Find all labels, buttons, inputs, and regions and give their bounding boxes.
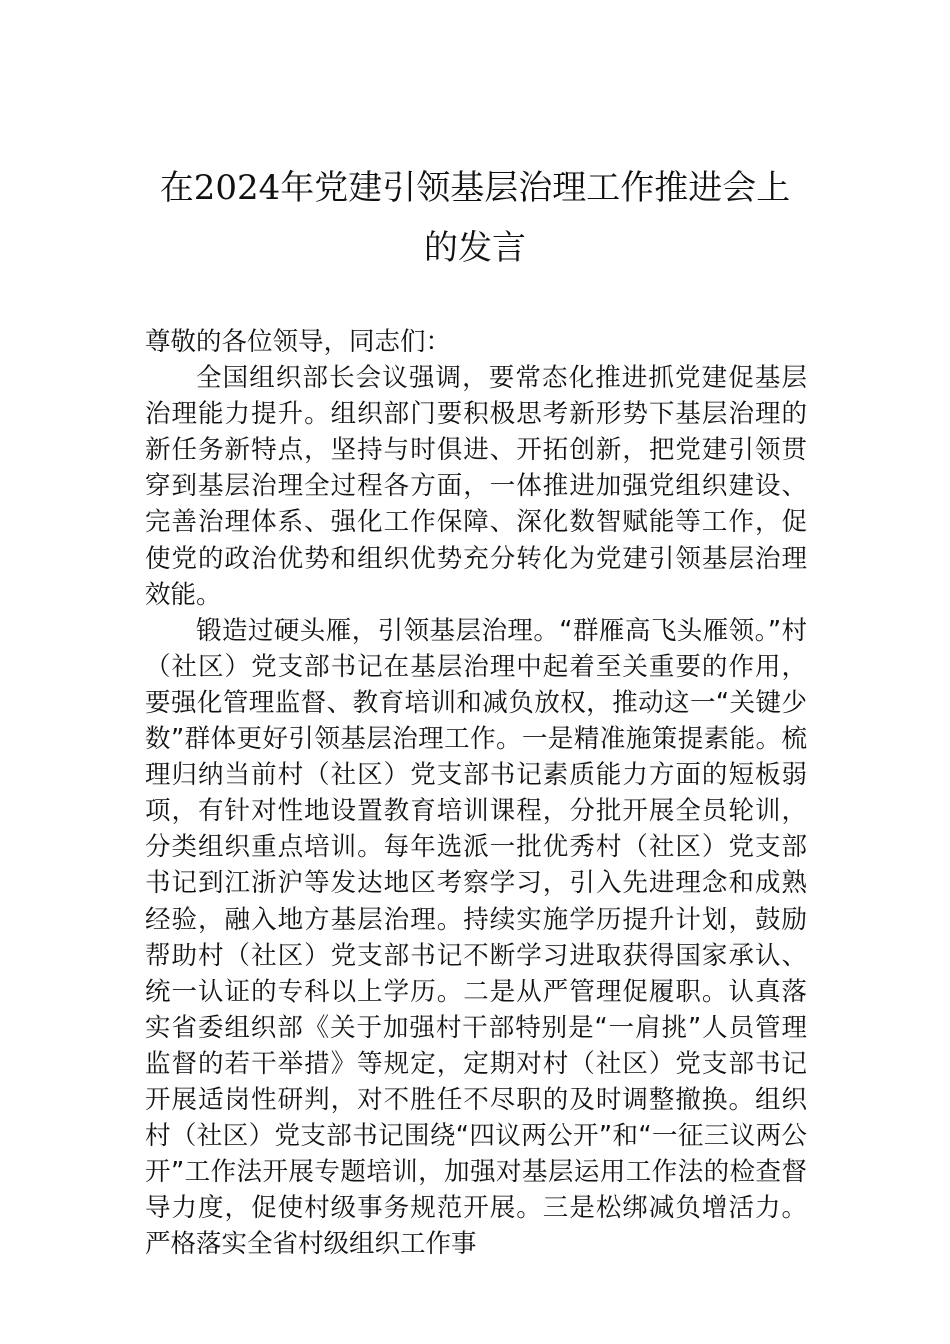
document-body [145,324,807,1262]
title-line-1: 在2024年党建引领基层治理工作推进会上 [159,168,791,208]
paragraph-leadership: 锻造过硬头雁，引领基层治理。“群雁高飞头雁领。”村（社区）党支部书记在基层治理中起着至关重要的作用，要强化管理监督、教育培训和减负放权，推动这一“关键少数”群体更好引领基层治理工作。一是精准施策提素能。梳理归纳当前村（社区）党支部书记素质能力方面的短板弱项，有针对性地设置教育培训课程，分批开展全员轮训，分类组织重点培训。每年选派一批优秀村（社区）党支部书记到江浙沪等发达地区考察学习，引入先进理念和成熟经验，融入地方基层治理。持续实施学历提升计划，鼓励帮助村（社区）党支部书记不断学习进取获得国家承认、统一认证的专科以上学历。二是从严管理促履职。认真落实省委组织部《关于加强村干部特别是“一肩挑”人员管理监督的若干举措》等规定，定期对村（社区）党支部书记开展适岗性研判，对不胜任不尽职的及时调整撤换。组织村（社区）党支部书记围绕“四议两公开”和“一征三议两公开”工作法开展专题培训，加强对基层运用工作法的检查督导力度，促使村级事务规范开展。三是松绑减负增活力。严格落实全省村级组织工作事 [145,615,807,1260]
salutation: 尊敬的各位领导，同志们： [145,327,452,357]
paragraph-intro: 全国组织部长会议强调，要常态化推进抓党建促基层治理能力提升。组织部门要积极思考新形势下基层治理的新任务新特点，坚持与时俱进、开拓创新，把党建引领贯穿到基层治理全过程各方面，一体推进加强党组织建设、完善治理体系、强化工作保障、深化数智赋能等工作，促使党的政治优势和组织优势充分转化为党建引领基层治理效能。 [145,363,807,610]
title-line-2: 的发言 [424,228,526,268]
document-title [120,158,830,278]
